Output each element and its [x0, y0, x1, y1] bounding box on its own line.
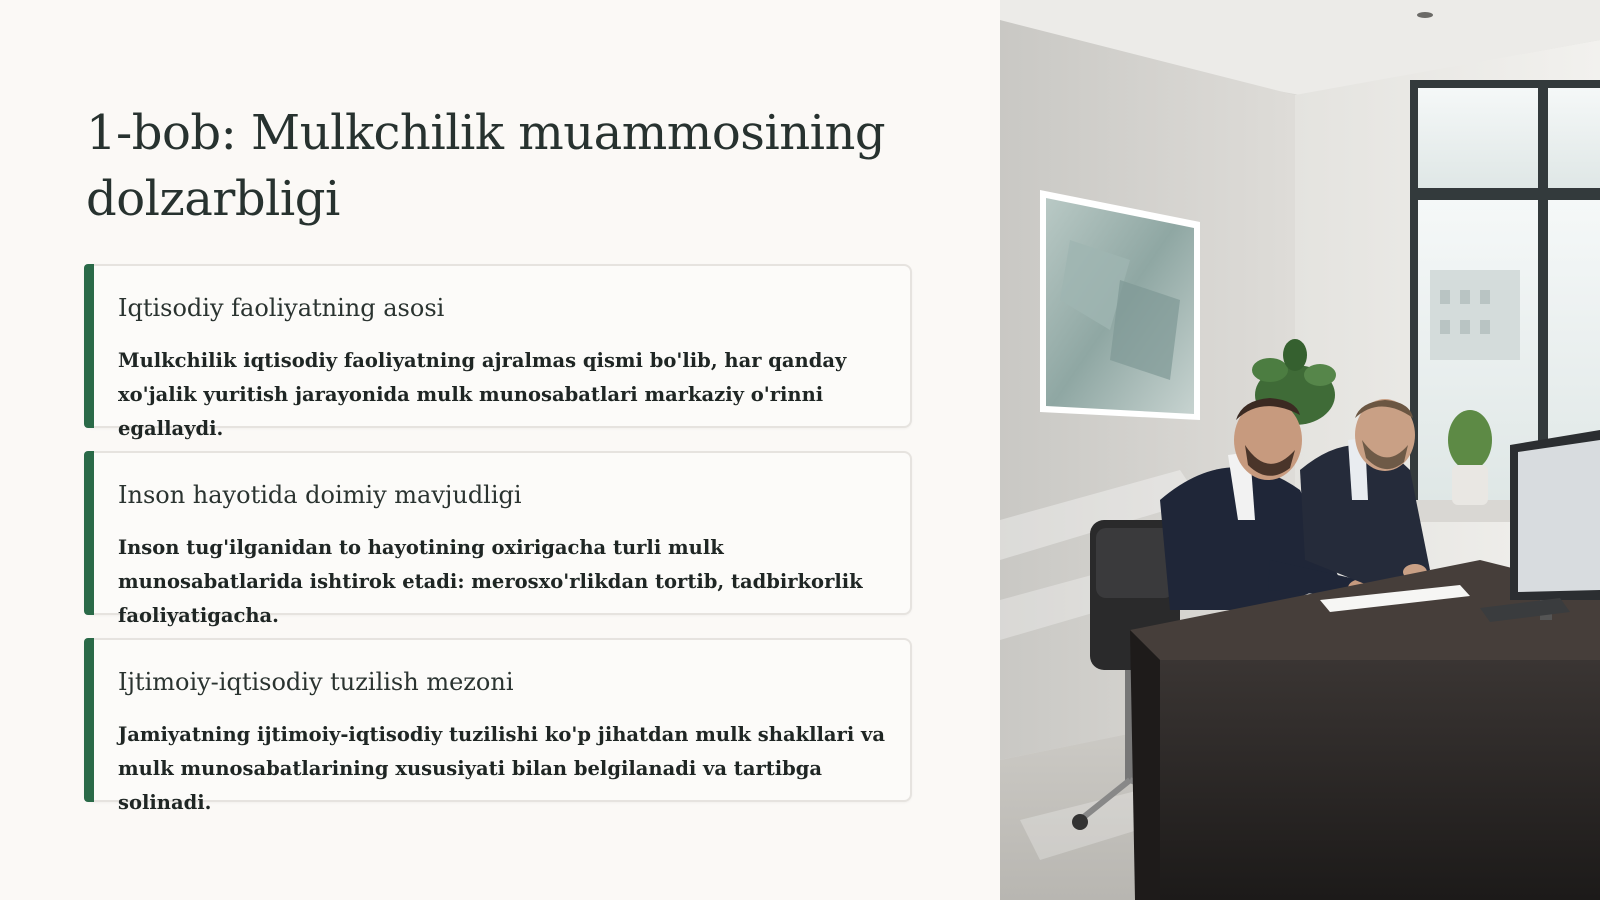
card-text: Mulkchilik iqtisodiy faoliyatning ajralmas qismi bo'lib, har qanday xo'jalik yuritish jarayonida mulk munosabatlari markaziy o'rinni egallaydi.	[118, 349, 847, 440]
card-text: Inson tug'ilganidan to hayotining oxirigacha turli mulk munosabatlarida ishtirok etadi: merosxo'rlikdan tortib, tadbirkorlik faoliyatigacha.	[118, 536, 863, 627]
card-accent-bar	[84, 264, 94, 428]
card-accent-bar	[84, 638, 94, 802]
card-heading: Iqtisodiy faoliyatning asosi	[118, 294, 445, 322]
info-card-social-structure	[84, 638, 912, 814]
card-accent-bar	[84, 451, 94, 615]
info-card-economic-basis	[84, 264, 912, 440]
office-photo-illustration	[1000, 0, 1600, 900]
slide-title: 1-bob: Mulkchilik muammosining dolzarbligi	[86, 105, 886, 227]
office-photo	[1000, 0, 1600, 900]
info-card-human-life	[84, 451, 912, 627]
card-heading: Inson hayotida doimiy mavjudligi	[118, 481, 522, 509]
card-text: Jamiyatning ijtimoiy-iqtisodiy tuzilishi ko'p jihatdan mulk shakllari va mulk munosabatlarining xususiyati bilan belgilanadi va tartibga solinadi.	[118, 723, 885, 814]
card-heading: Ijtimoiy-iqtisodiy tuzilish mezoni	[118, 668, 514, 696]
